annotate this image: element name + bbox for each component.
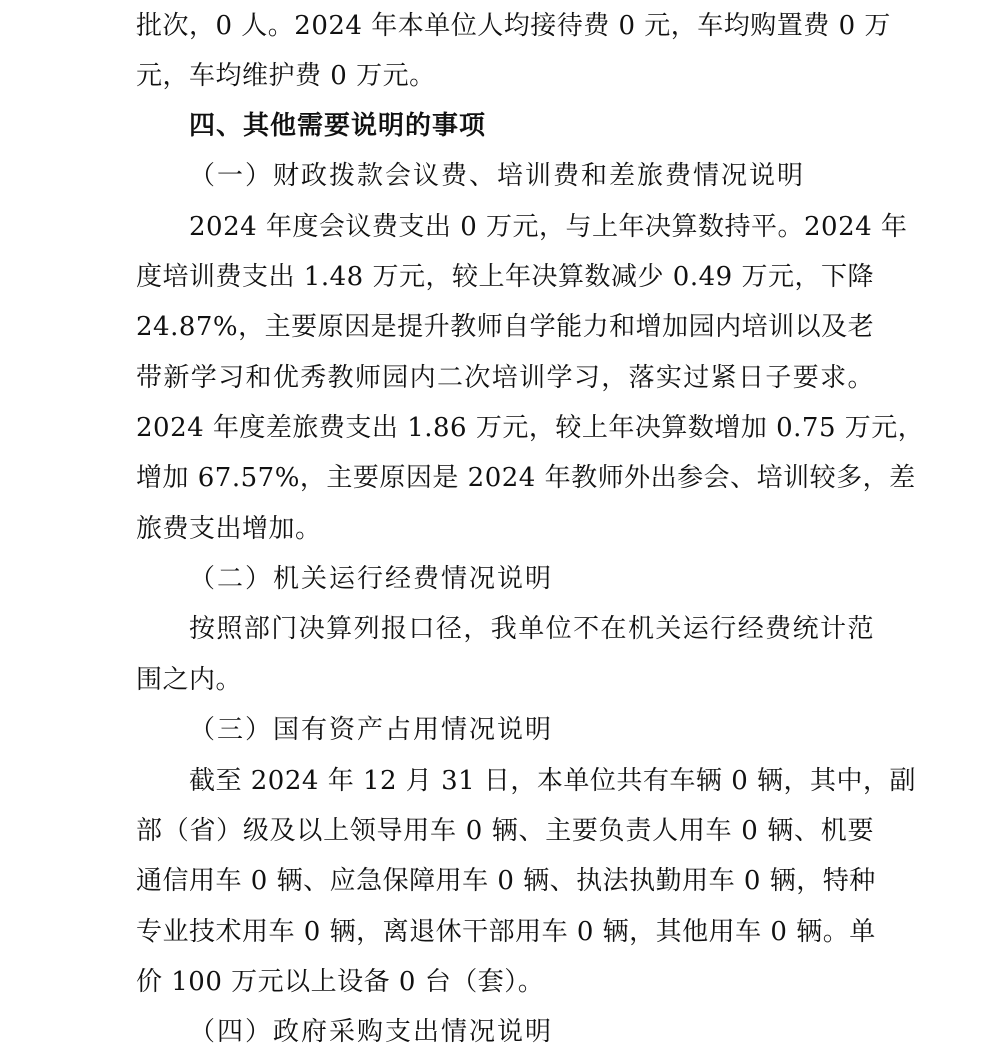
paragraph-line: 部（省）级及以上领导用车 0 辆、主要负责人用车 0 辆、机要 [136,816,874,846]
paragraph-line: 价 100 万元以上设备 0 台（套）。 [136,967,545,997]
paragraph-line: 批次，0 人。2024 年本单位人均接待费 0 元，车均购置费 0 万 [136,11,891,41]
subsection-heading: （一）财政拨款会议费、培训费和差旅费情况说明 [189,161,806,191]
paragraph-line: 按照部门决算列报口径，我单位不在机关运行经费统计范 [189,614,874,644]
subsection-heading: （二）机关运行经费情况说明 [189,564,554,594]
paragraph-line: 2024 年度会议费支出 0 万元，与上年决算数持平。2024 年 [189,212,908,242]
paragraph-line: 24.87%，主要原因是提升教师自学能力和增加园内培训以及老 [136,312,875,342]
paragraph-line: 专业技术用车 0 辆，离退休干部用车 0 辆，其他用车 0 辆。单 [136,917,876,947]
paragraph-line: 带新学习和优秀教师园内二次培训学习，落实过紧日子要求。 [136,363,874,393]
paragraph-line: 旅费支出增加。 [136,514,322,544]
section-heading: 四、其他需要说明的事项 [189,111,487,141]
subsection-heading: （三）国有资产占用情况说明 [189,715,554,745]
paragraph-line: 截至 2024 年 12 月 31 日，本单位共有车辆 0 辆，其中，副 [189,766,916,796]
paragraph-line: 围之内。 [136,665,243,695]
paragraph-line: 度培训费支出 1.48 万元，较上年决算数减少 0.49 万元，下降 [136,262,874,292]
paragraph-line: 2024 年度差旅费支出 1.86 万元，较上年决算数增加 0.75 万元， [136,413,925,443]
paragraph-line: 通信用车 0 辆、应急保障用车 0 辆、执法执勤用车 0 辆，特种 [136,866,876,896]
subsection-heading: （四）政府采购支出情况说明 [189,1017,554,1047]
paragraph-line: 元，车均维护费 0 万元。 [136,61,436,91]
paragraph-line: 增加 67.57%，主要原因是 2024 年教师外出参会、培训较多，差 [136,463,916,493]
